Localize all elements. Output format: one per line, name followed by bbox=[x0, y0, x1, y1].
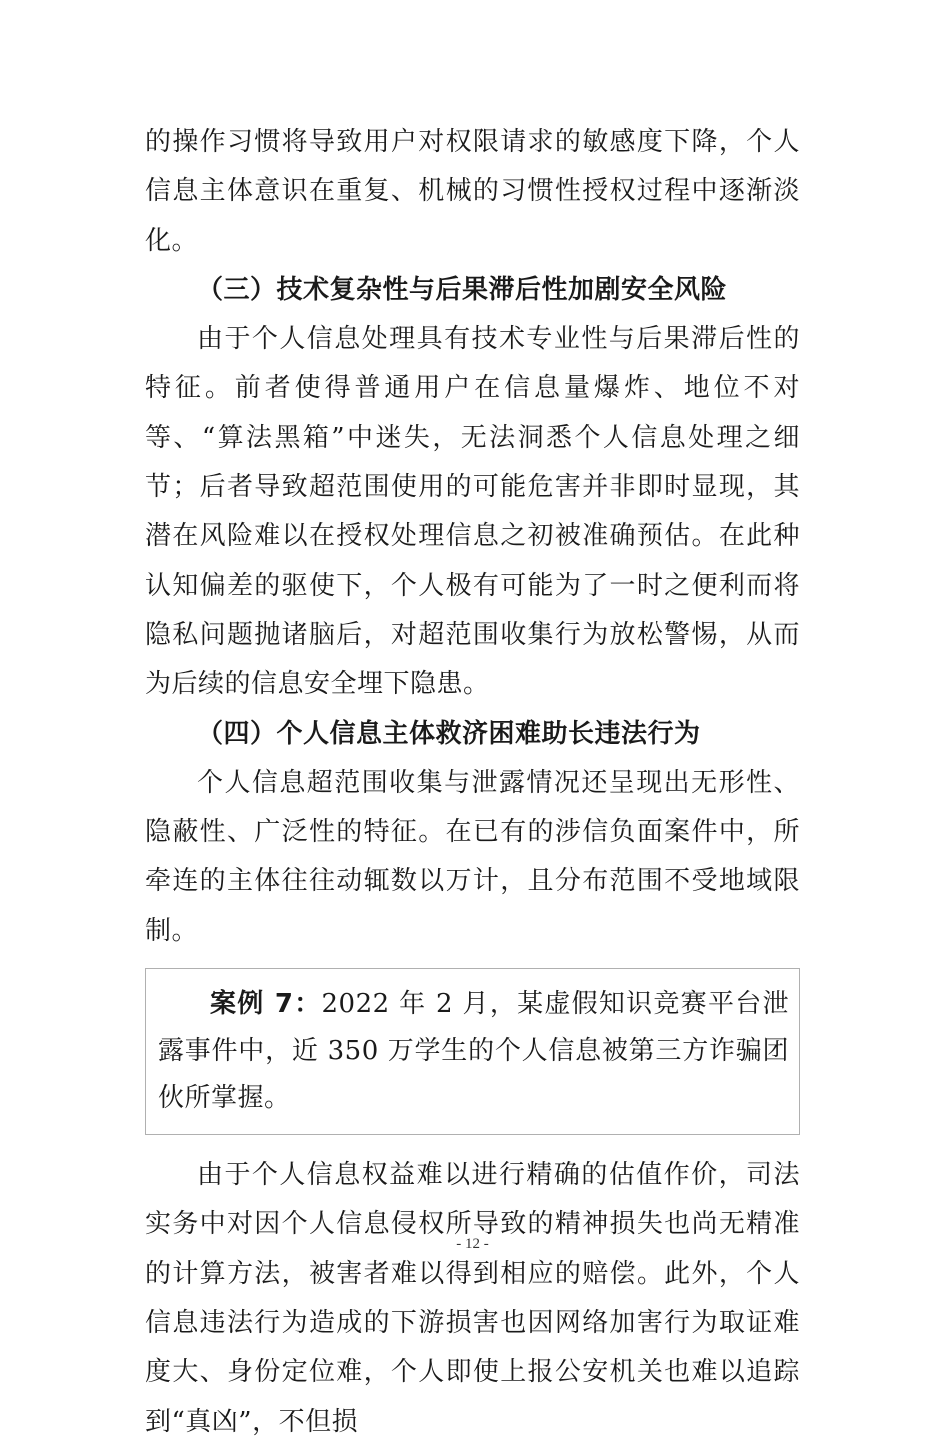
paragraph-technical-complexity: 由于个人信息处理具有技术专业性与后果滞后性的特征。前者使得普通用户在信息量爆炸、地位不对等、“算法黑箱”中迷失，无法洞悉个人信息处理之细节；后者导致超范围使用的可能危害并非即时显现，其潜在风险难以在授权处理信息之初被准确预估。在此种认知偏差的驱使下，个人极有可能为了一时之便利而将隐私问题抛诸脑后，对超范围收集行为放松警惕，从而为后续的信息安全埋下隐患。 bbox=[145, 324, 800, 700]
case-label: 案例 7： bbox=[210, 989, 322, 1020]
case-box bbox=[145, 968, 800, 1135]
case-text: 2022 年 2 月，某虚假知识竞赛平台泄露事件中，近 350 万学生的个人信息被第三方诈骗团伙所掌握。 bbox=[158, 989, 789, 1114]
section-heading-4: （四）个人信息主体救济困难助长违法行为 bbox=[197, 718, 701, 749]
section-heading-3: （三）技术复杂性与后果滞后性加剧安全风险 bbox=[197, 274, 728, 305]
paragraph-leak-characteristics: 个人信息超范围收集与泄露情况还呈现出无形性、隐蔽性、广泛性的特征。在已有的涉信负面案件中，所牵连的主体往往动辄数以万计，且分布范围不受地域限制。 bbox=[145, 767, 800, 946]
paragraph-continued: 的操作习惯将导致用户对权限请求的敏感度下降，个人信息主体意识在重复、机械的习惯性授权过程中逐渐淡化。 bbox=[145, 127, 800, 256]
case-paragraph bbox=[158, 981, 789, 1122]
page-number: - 12 - bbox=[456, 1236, 489, 1252]
paragraph-remedy-difficulty: 由于个人信息权益难以进行精确的估值作价，司法实务中对因个人信息侵权所导致的精神损失也尚无精准的计算方法，被害者难以得到相应的赔偿。此外，个人信息违法行为造成的下游损害也因网络加害行为取证难度大、身份定位难，个人即使上报公安机关也难以追踪到“真凶”，不但损 bbox=[145, 1160, 800, 1437]
